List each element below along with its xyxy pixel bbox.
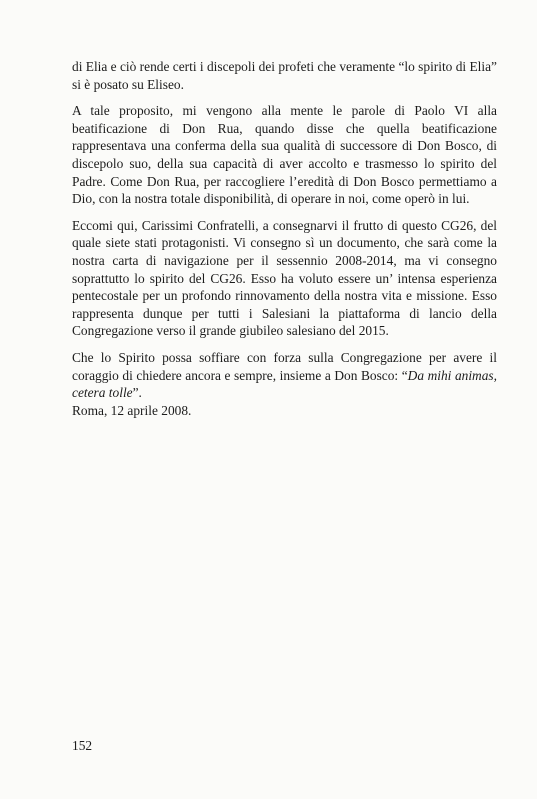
body-text bbox=[72, 58, 497, 411]
date-signoff: Roma, 12 aprile 2008. bbox=[72, 403, 192, 418]
paragraph-3: Eccomi qui, Carissimi Confratelli, a consegnarvi il frutto di questo CG26, del quale siete stati protagonisti. Vi consegno sì un documento, che sarà come la nostra carta di navigazione per il sessennio 2008-2014, ma vi consegno soprattutto lo spirito del CG26. Esso ha voluto essere un’ intensa esperienza pentecostale per un profondo rinnovamento della nostra vita e missione. Esso rappresenta dunque per tutti i Salesiani la piattaforma di lancio della Congregazione verso il grande giubileo salesiano del 2015. bbox=[72, 217, 497, 339]
paragraph-4 bbox=[72, 349, 497, 402]
paragraph-4-text: Che lo Spirito possa soffiare con forza sulla Congregazione per avere il coraggio di chiedere ancora e sempre, insieme a Don Bosco: “ bbox=[72, 349, 497, 383]
paragraph-1: di Elia e ciò rende certi i discepoli dei profeti che veramente “lo spirito di Elia” si è posato su Eliseo. bbox=[72, 59, 497, 92]
latin-motto: Da mihi animas, cetera tolle bbox=[72, 367, 497, 401]
page-number: 152 bbox=[72, 738, 93, 753]
paragraph-4-end: ”. bbox=[132, 385, 142, 401]
paragraph-2: A tale proposito, mi vengono alla mente le parole di Paolo VI alla beatificazione di Don Rua, quando disse che quella beatificazione rappresentava una conferma della sua qualità di successore di Don Bosco, di discepolo suo, della sua capacità di aver accolto e trasmesso lo spirito del Padre. Come Don Rua, per raccogliere l’eredità di Don Bosco permettiamo a Dio, con la nostra totale disponibilità, di operare in noi, come operò in lui. bbox=[72, 103, 497, 207]
